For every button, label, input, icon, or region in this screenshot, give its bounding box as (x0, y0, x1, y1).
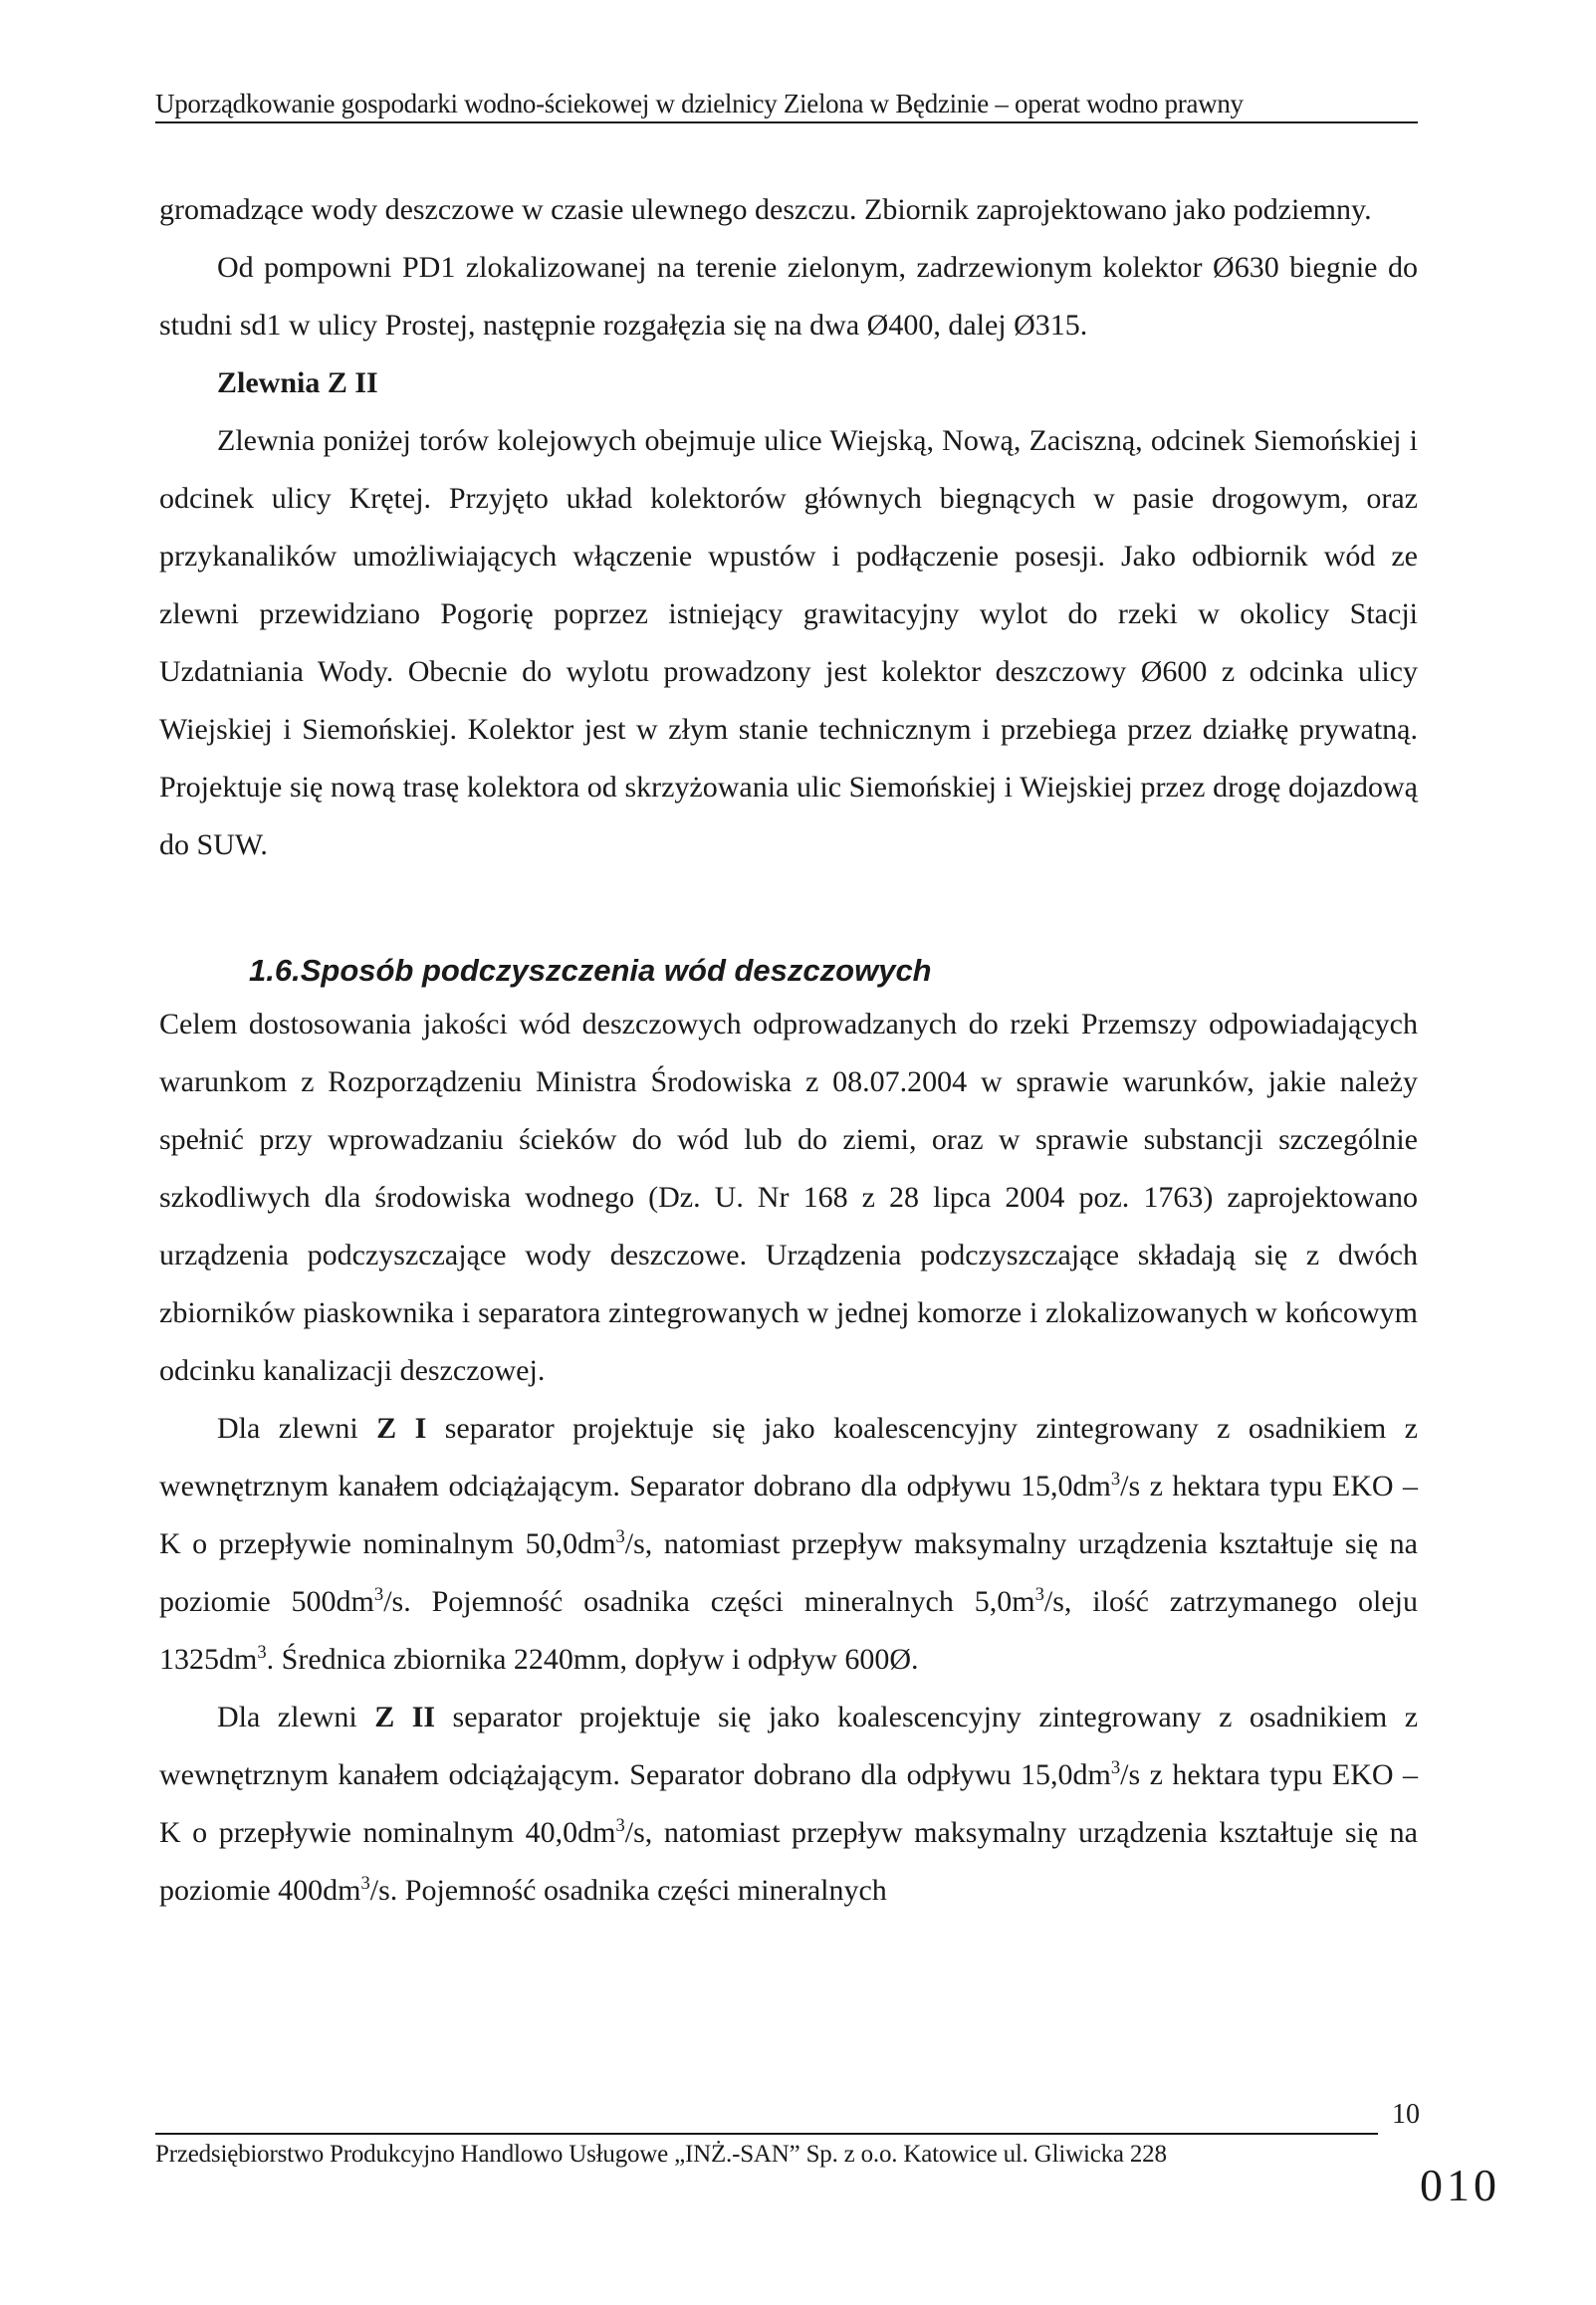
footer-rule (155, 2133, 1378, 2135)
footer-company: Przedsiębiorstwo Produkcyjno Handlowo Usługowe „INŻ.-SAN” Sp. z o.o. Katowice ul. Gliwicka 228 (155, 2141, 1167, 2168)
running-header: Uporządkowanie gospodarki wodno-ściekowej w dzielnicy Zielona w Będzinie – operat wodno prawny (155, 89, 1244, 118)
text-run: separator projektuje się jako koalescencyjny zintegrowany z osadnikiem z wewnętrznym kanałem odciążającym. Separator dobrano dla odpływu 15,0dm (159, 1701, 1419, 1791)
paragraph-continuation: gromadzące wody deszczowe w czasie ulewnego deszczu. Zbiornik zaprojektowano jako podziemny. (159, 193, 1372, 226)
page-number: 10 (1392, 2099, 1420, 2130)
document-body (159, 181, 1418, 1920)
paragraph-cel: Celem dostosowania jakości wód deszczowych odprowadzanych do rzeki Przemszy odpowiadających warunkom z Rozporządzeniu Ministra Środowiska z 08.07.2004 w sprawie warunków, jakie należy spełnić przy wprowadzaniu ścieków do wód lub do ziemi, oraz w sprawie substancji szczególnie szkodliwych dla środowiska wodnego (Dz. U. Nr 168 z 28 lipca 2004 poz. 1763) zaprojektowano urządzenia podczyszczające wody deszczowe. Urządzenia podczyszczające składają się z dwóch zbiorników piaskownika i separatora zintegrowanych w jednej komorze i zlokalizowanych w końcowym odcinku kanalizacji deszczowej. (159, 1008, 1418, 1387)
superscript: 3 (257, 1642, 267, 1663)
text-run: /s. Pojemność osadnika części mineralnych (369, 1874, 887, 1907)
text-run: Dla zlewni (217, 1412, 377, 1445)
superscript: 3 (1110, 1757, 1121, 1778)
header-rule (155, 121, 1418, 123)
text-run: /s z hektara typu EKO – K o przepływie nominalnym 40,0dm (159, 1758, 1419, 1849)
zlewnia-label: Z I (376, 1412, 427, 1445)
zlewnia-label: Z II (374, 1701, 436, 1733)
paragraph-separator-z2 (159, 1689, 1418, 1920)
paragraph-separator-z1 (159, 1400, 1418, 1689)
text-run: /s, natomiast przepływ maksymalny urządzenia kształtuje się na poziomie 400dm (159, 1816, 1418, 1907)
superscript: 3 (615, 1526, 625, 1547)
text-run: /s. Pojemność osadnika części mineralnych 5,0m (383, 1585, 1035, 1618)
text-run: Dla zlewni (217, 1701, 375, 1733)
text-run: /s z hektara typu EKO – K o przepływie nominalnym 50,0dm (159, 1470, 1419, 1560)
superscript: 3 (1110, 1469, 1121, 1490)
handwritten-page-stamp: 010 (1420, 2160, 1500, 2210)
superscript: 3 (373, 1584, 384, 1605)
superscript: 3 (1034, 1584, 1044, 1605)
paragraph-pompownia: Od pompowni PD1 zlokalizowanej na terenie zielonym, zadrzewionym kolektor Ø630 biegnie do studni sd1 w ulicy Prostej, następnie rozgałęzia się na dwa Ø400, dalej Ø315. (159, 251, 1418, 342)
text-run: /s, natomiast przepływ maksymalny urządzenia kształtuje się na poziomie 500dm (159, 1527, 1418, 1618)
text-run: /s, ilość zatrzymanego oleju 1325dm (159, 1585, 1418, 1676)
section-heading: 1.6.Sposób podczyszczenia wód deszczowych (249, 953, 932, 988)
text-run: separator projektuje się jako koalescencyjny zintegrowany z osadnikiem z wewnętrznym kanałem odciążającym. Separator dobrano dla odpływu 15,0dm (159, 1412, 1418, 1502)
paragraph-zlewnia-z2: Zlewnia poniżej torów kolejowych obejmuje ulice Wiejską, Nową, Zaciszną, odcinek Siemońskiej i odcinek ulicy Krętej. Przyjęto układ kolektorów głównych biegnących w pasie drogowym, oraz przykanalików umożliwiających włączenie wpustów i podłączenie posesji. Jako odbiornik wód ze zlewni przewidziano Pogorię poprzez istniejący grawitacyjny wylot do rzeki w okolicy Stacji Uzdatniania Wody. Obecnie do wylotu prowadzony jest kolektor deszczowy Ø600 z odcinka ulicy Wiejskiej i Siemońskiej. Kolektor jest w złym stanie technicznym i przebiega przez działkę prywatną. Projektuje się nową trasę kolektora od skrzyżowania ulic Siemońskiej i Wiejskiej przez drogę dojazdową do SUW. (159, 424, 1418, 861)
text-run: . Średnica zbiornika 2240mm, dopływ i odpływ 600Ø. (266, 1643, 919, 1676)
superscript: 3 (360, 1873, 370, 1894)
subheading-zlewnia-z2: Zlewnia Z II (217, 366, 378, 399)
superscript: 3 (615, 1815, 625, 1836)
